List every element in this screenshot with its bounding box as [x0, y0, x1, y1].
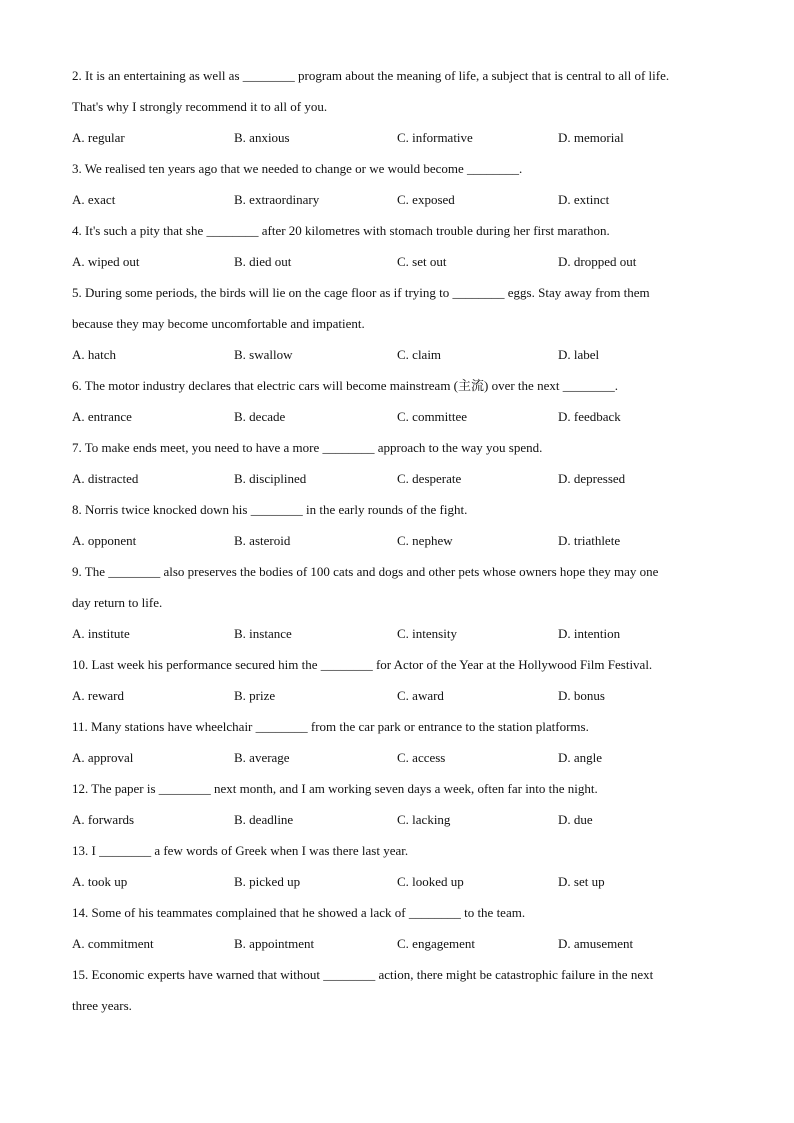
option-a[interactable]: A. distracted — [72, 471, 139, 486]
worksheet-page — [72, 60, 722, 1021]
option-b[interactable]: B. died out — [234, 254, 292, 269]
option-a[interactable]: A. forwards — [72, 812, 135, 827]
options-row — [72, 401, 722, 432]
option-c[interactable]: C. award — [397, 688, 444, 703]
option-a[interactable]: A. exact — [72, 192, 116, 207]
question-text — [72, 215, 722, 246]
option-d[interactable]: D. label — [558, 347, 600, 362]
option-a[interactable]: A. opponent — [72, 533, 137, 548]
question-text — [72, 494, 722, 525]
question-text — [72, 432, 722, 463]
option-c[interactable]: C. access — [397, 750, 446, 765]
option-c[interactable]: C. desperate — [397, 471, 462, 486]
options-row — [72, 928, 722, 959]
question-text — [72, 897, 722, 928]
question-line: 14. Some of his teammates complained that he showed a lack of ________ to the team. — [72, 905, 526, 920]
option-c[interactable]: C. intensity — [397, 626, 457, 641]
options-row — [72, 742, 722, 773]
question-block — [72, 277, 722, 370]
question-text — [72, 277, 722, 339]
option-c[interactable]: C. looked up — [397, 874, 464, 889]
question-line: 5. During some periods, the birds will lie on the cage floor as if trying to ________ eggs. Stay away from them — [72, 285, 650, 300]
question-line: 7. To make ends meet, you need to have a more ________ approach to the way you spend. — [72, 440, 543, 455]
option-b[interactable]: B. average — [234, 750, 290, 765]
option-b[interactable]: B. prize — [234, 688, 276, 703]
question-text — [72, 556, 722, 618]
question-line: 11. Many stations have wheelchair ________ from the car park or entrance to the station platforms. — [72, 719, 589, 734]
option-b[interactable]: B. picked up — [234, 874, 301, 889]
option-a[interactable]: A. wiped out — [72, 254, 140, 269]
option-c[interactable]: C. exposed — [397, 192, 455, 207]
option-d[interactable]: D. set up — [558, 874, 605, 889]
option-d[interactable]: D. amusement — [558, 936, 634, 951]
option-b[interactable]: B. instance — [234, 626, 292, 641]
options-row — [72, 866, 722, 897]
option-b[interactable]: B. swallow — [234, 347, 293, 362]
options-row — [72, 463, 722, 494]
question-text — [72, 711, 722, 742]
option-a[interactable]: A. reward — [72, 688, 124, 703]
options-row — [72, 804, 722, 835]
question-text — [72, 60, 722, 122]
question-block — [72, 215, 722, 277]
option-b[interactable]: B. disciplined — [234, 471, 307, 486]
options-row — [72, 246, 722, 277]
option-d[interactable]: D. intention — [558, 626, 621, 641]
question-block — [72, 649, 722, 711]
options-row — [72, 122, 722, 153]
option-d[interactable]: D. feedback — [558, 409, 621, 424]
option-a[interactable]: A. hatch — [72, 347, 117, 362]
question-line: 10. Last week his performance secured him the ________ for Actor of the Year at the Hollywood Film Festival. — [72, 657, 653, 672]
question-text — [72, 370, 722, 401]
option-a[interactable]: A. institute — [72, 626, 130, 641]
option-d[interactable]: D. due — [558, 812, 593, 827]
question-line: 12. The paper is ________ next month, and I am working seven days a week, often far into the night. — [72, 781, 598, 796]
question-line: 8. Norris twice knocked down his ________ in the early rounds of the fight. — [72, 502, 468, 517]
option-c[interactable]: C. committee — [397, 409, 468, 424]
question-line: That's why I strongly recommend it to all of you. — [72, 99, 328, 114]
question-line: 15. Economic experts have warned that without ________ action, there might be catastrophic failure in the next — [72, 967, 654, 982]
option-a[interactable]: A. took up — [72, 874, 128, 889]
question-line: three years. — [72, 998, 132, 1013]
option-a[interactable]: A. entrance — [72, 409, 132, 424]
question-line: 6. The motor industry declares that electric cars will become mainstream (主流) over the next ________. — [72, 378, 618, 393]
option-d[interactable]: D. depressed — [558, 471, 626, 486]
question-text — [72, 773, 722, 804]
question-block — [72, 835, 722, 897]
question-block — [72, 153, 722, 215]
options-row — [72, 680, 722, 711]
option-d[interactable]: D. bonus — [558, 688, 605, 703]
question-text — [72, 649, 722, 680]
option-d[interactable]: D. memorial — [558, 130, 624, 145]
option-d[interactable]: D. extinct — [558, 192, 610, 207]
question-text — [72, 153, 722, 184]
question-block — [72, 959, 722, 1021]
question-line: 9. The ________ also preserves the bodies of 100 cats and dogs and other pets whose owners hope they may one — [72, 564, 659, 579]
question-line: day return to life. — [72, 595, 163, 610]
options-row — [72, 525, 722, 556]
option-d[interactable]: D. dropped out — [558, 254, 637, 269]
option-b[interactable]: B. anxious — [234, 130, 290, 145]
question-block — [72, 60, 722, 153]
question-line: 4. It's such a pity that she ________ after 20 kilometres with stomach trouble during her first marathon. — [72, 223, 610, 238]
options-row — [72, 339, 722, 370]
question-line: 2. It is an entertaining as well as ________ program about the meaning of life, a subject that is central to all of life. — [72, 68, 670, 83]
question-block — [72, 556, 722, 649]
option-a[interactable]: A. commitment — [72, 936, 154, 951]
option-b[interactable]: B. decade — [234, 409, 286, 424]
option-c[interactable]: C. nephew — [397, 533, 453, 548]
question-line: because they may become uncomfortable and impatient. — [72, 316, 365, 331]
option-c[interactable]: C. claim — [397, 347, 442, 362]
question-text — [72, 959, 722, 1021]
option-b[interactable]: B. appointment — [234, 936, 315, 951]
question-line: 13. I ________ a few words of Greek when I was there last year. — [72, 843, 409, 858]
option-c[interactable]: C. set out — [397, 254, 447, 269]
option-c[interactable]: C. engagement — [397, 936, 475, 951]
option-b[interactable]: B. deadline — [234, 812, 294, 827]
question-block — [72, 494, 722, 556]
question-block — [72, 370, 722, 432]
question-block — [72, 432, 722, 494]
option-a[interactable]: A. approval — [72, 750, 134, 765]
option-c[interactable]: C. informative — [397, 130, 473, 145]
option-b[interactable]: B. asteroid — [234, 533, 291, 548]
option-d[interactable]: D. triathlete — [558, 533, 621, 548]
question-block — [72, 897, 722, 959]
option-d[interactable]: D. angle — [558, 750, 603, 765]
option-a[interactable]: A. regular — [72, 130, 125, 145]
question-text — [72, 835, 722, 866]
option-c[interactable]: C. lacking — [397, 812, 451, 827]
question-line: 3. We realised ten years ago that we needed to change or we would become ________. — [72, 161, 523, 176]
option-b[interactable]: B. extraordinary — [234, 192, 320, 207]
question-block — [72, 711, 722, 773]
question-block — [72, 773, 722, 835]
options-row — [72, 618, 722, 649]
options-row — [72, 184, 722, 215]
